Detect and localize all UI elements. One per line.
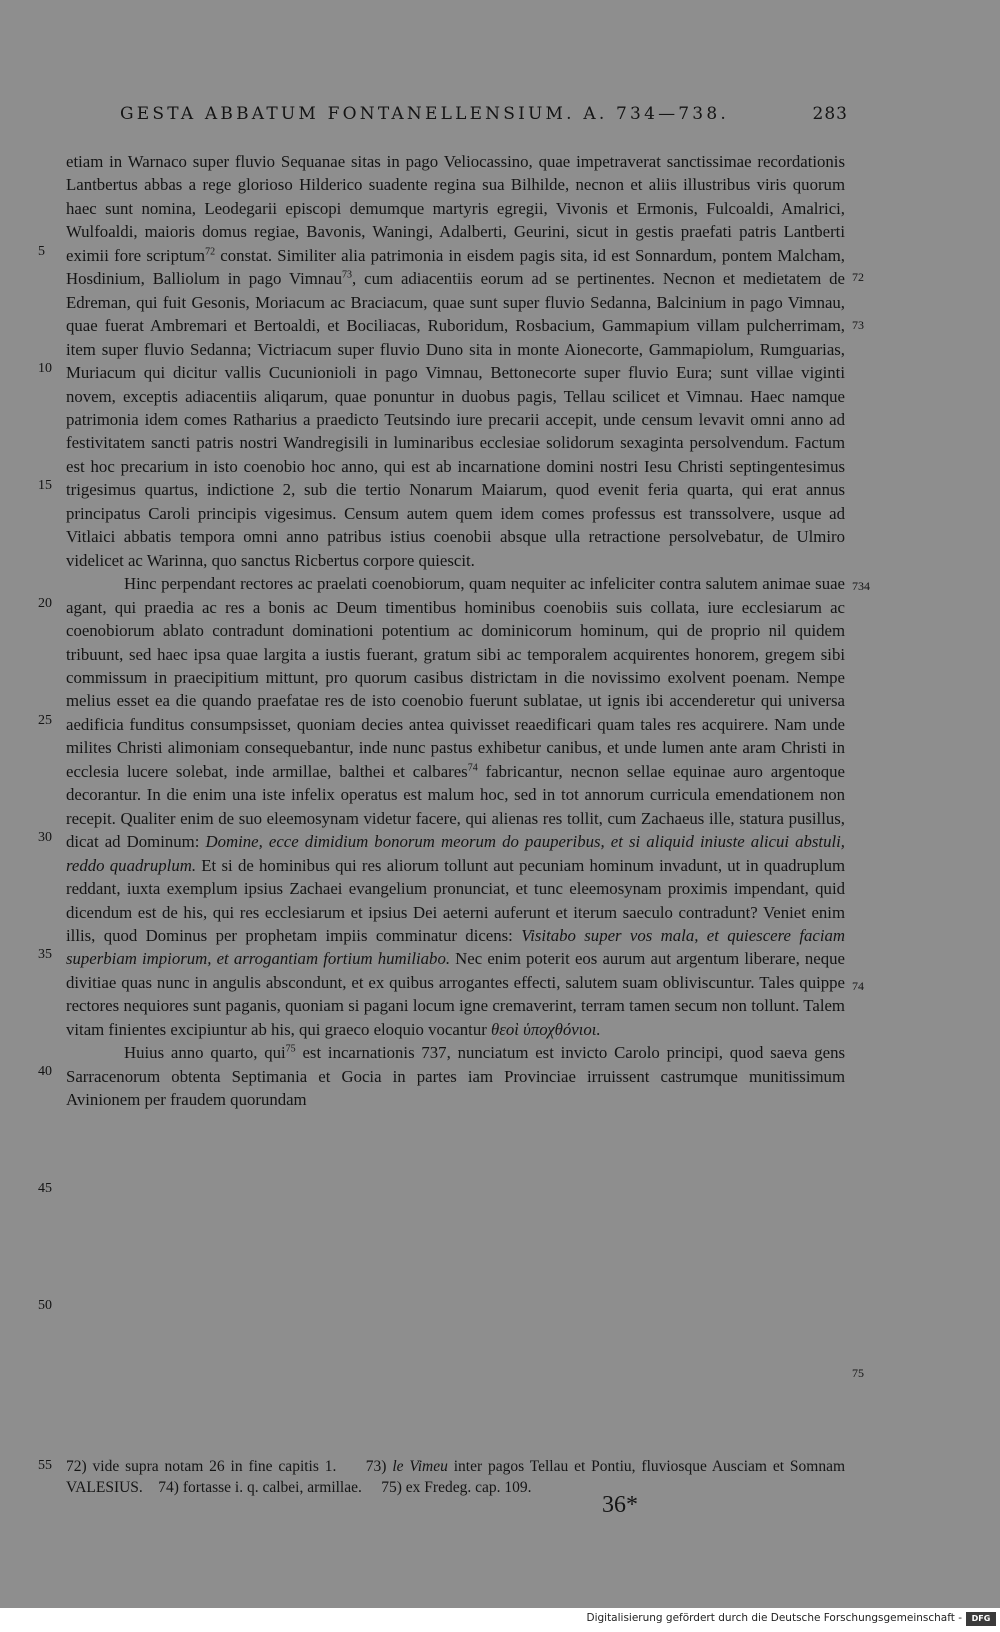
running-header bbox=[120, 104, 848, 124]
line-number: 40 bbox=[38, 1064, 52, 1079]
margin-note: 734 bbox=[852, 579, 870, 593]
text-run: fabricantur, necnon sellae equinae auro argentoque decorantur. In die enim una iste infelix operatus est malum hoc, sed in tot annorum curricula emendationem non recepit. Qualiter enim de suo eleemosynam videtur facere, qui alienas res tollit, cum Zachaeus ille, statura pusillus, dicat ad Dominum: bbox=[66, 761, 845, 852]
signature-mark: 36* bbox=[602, 1492, 638, 1518]
line-number: 45 bbox=[38, 1181, 52, 1196]
text-run: inter pagos Tellau et Pontiu, fluviosque Ausciam et Somnam VALESIUS. bbox=[66, 1458, 846, 1496]
footnotes bbox=[66, 1456, 845, 1498]
dfg-notice[interactable]: Digitalisierung gefördert durch die Deutsche Forschungsgemeinschaft - bbox=[586, 1612, 962, 1624]
footnote-ref-74[interactable]: 74 bbox=[467, 762, 478, 774]
footnote-74: 74) fortasse i. q. calbei, armillae. bbox=[158, 1479, 362, 1496]
text-run: Hinc perpendant rectores ac praelati coenobiorum, quam nequiter ac infeliciter contra salutem animae suae agant, qui praedia ac res a bonis ac Deum timentibus hominibus coenobiis suis collata, iure ecclesiarum ac coenobiorum ablato contradunt dominationi potentium ac dominicorum hominum, qui de proprio nil quidem tribuunt, sed haec ipsa quae largita a iustis fuerant, gratum sibi ac temporalem acquirentes honorem, gregem sibi commissum in praecipitium mittunt, pro quorum casibus districtam in die novissimo exolvent poenam. Nempe melius esset ea die quando praefatae res de isto coenobio fuerunt sublatae, ut ignis ibi accenderetur qui universa aedificia funditus consumpsisset, quoniam decies antea quivisset reaedificari quam tales res acquirere. Nam unde milites Christi alimoniam consequebantur, inde nunc pastus exhibetur canibus, et unde lumen ante aram Christi in ecclesia lucere solebat, inde armillae, balthei et calbares bbox=[66, 574, 845, 781]
greek-phrase: θεοὶ ὑποχθόνιοι. bbox=[491, 1019, 601, 1039]
scripture-quote: Domine, ecce dimidium bonorum meorum do pauperibus, et si aliquid iniuste alicui abstuli, reddo quadruplum. bbox=[66, 832, 846, 875]
line-number: 15 bbox=[38, 478, 52, 493]
line-number: 10 bbox=[38, 361, 52, 376]
footnote-ref-75[interactable]: 75 bbox=[285, 1043, 296, 1055]
footnote-72: 72) vide supra notam 26 in fine capitis 1. bbox=[66, 1458, 337, 1475]
line-number: 5 bbox=[38, 244, 45, 259]
text-run: Et si de hominibus qui res aliorum tollunt aut pecuniam hominum invadunt, ut in quadruplum reddant, iuxta exemplum ipsius Zachaei evangelium pronunciat, et tunc eleemosynam proximis impendant, quid dicendum est de his, qui res ecclesiarum et ipsius Dei aeterni auferunt et iterum saeculo contradunt? Veniet enim illis, quod Dominus per prophetam impiis comminatur dicens: bbox=[66, 855, 846, 945]
margin-note: 75 bbox=[852, 1366, 864, 1380]
margin-note: 74 bbox=[852, 979, 864, 993]
line-number: 30 bbox=[38, 830, 52, 845]
scripture-quote: Visitabo super vos mala, et quiescere faciam superbiam impiorum, et arrogantiam fortium humiliabo. bbox=[66, 925, 845, 969]
margin-note: 72 bbox=[852, 270, 864, 284]
line-number: 50 bbox=[38, 1298, 52, 1313]
footnote-ref-73[interactable]: 73 bbox=[342, 269, 353, 281]
text-run: Nec enim poterit eos aurum aut argentum liberare, neque divitiae quas nunc in angulis abscondunt, et ex quibus arrogantes effecti, salutem suam obliviscuntur. Tales quippe rectores nequiores sunt paganis, quoniam si pagani locum igne cremaverint, terram tamen secum non tollunt. Talem vitam finientes excipiuntur ab his, qui graeco eloquio vocantur bbox=[66, 949, 845, 1039]
line-number: 25 bbox=[38, 713, 52, 728]
main-text bbox=[66, 150, 845, 1112]
text-run: etiam in Warnaco super fluvio Sequanae sitas in pago Veliocassino, quae impetraverat sanctissimae recordationis Lantbertus abbas a rege glorioso Hilderico suadente regina sua Bilhilde, necnon et aliis illustribus viris quorum haec sunt nomina, Leodegarii episcopi demumque martyris egregii, Vivonis et Ermonis, Fulcoaldi, Amalrici, Wulfoaldi, maioris domus regiae, Bavonis, Waningi, Adalberti, Geurini, sicut in gestis praefati patris Lantberti eximii fore scriptum bbox=[66, 152, 845, 265]
line-number: 35 bbox=[38, 947, 52, 962]
line-number: 20 bbox=[38, 596, 52, 611]
footnote-75: 75) ex Fredeg. cap. 109. bbox=[381, 1479, 532, 1496]
dfg-footer-bar bbox=[0, 1608, 1000, 1632]
line-number: 55 bbox=[38, 1458, 52, 1473]
text-run: Huius anno quarto, qui bbox=[124, 1043, 286, 1063]
page-number: 283 bbox=[812, 104, 848, 124]
text-run: le Vimeu bbox=[392, 1458, 448, 1475]
text-run: est incarnationis 737, nunciatum est invicto Carolo principi, quod saeva gens Sarracenorum obtenta Septimania et Gocia in partes iam Provinciae irruissent castrumque munitissimum Avinionem per fraudem quorundam bbox=[66, 1043, 845, 1110]
text-run: , cum adiacentiis eorum ad se pertinentes. Necnon et medietatem de Edreman, qui fuit Gesonis, Moriacum ac Braciacum, quae sunt super fluvio Sedanna, Balcinium in pago Vimnau, quae fuerat Ambremari et Bertoaldi, et Bociliacas, Ruboridum, Rosbacium, Gammapium villam pulcherrimam, item super fluvio Sedanna; Victriacum super fluvio Duno sita in monte Aionecorte, Gammapiolum, Rumguarias, Muriacum qui dicitur vallis Cucunionioli in pago Vimnau, Bettonecorte super fluvio Eura; sunt villae viginti novem, exceptis adiacentiis aliqarum, quae ponuntur in duobus pagis, Tellau scilicet et Vimnau. Haec namque patrimonia idem comes Ratharius a praedicto Teutsindo iure precarii accepit, unde censum levavit omni anno ad festivitatem sancti patris nostri Wandregisili in luminaribus ecclesiae solidorum sexaginta persolvendum. Factum est hoc precarium in isto coenobio hoc anno, qui est ab incarnatione domini nostri Iesu Christi septingentesimus trigesimus quartus, indictione 2, sub die tertio Nonarum Maiarum, quod evenit feria quarta, qui erat annus principatus Caroli principis vigesimus. Censum autem quem idem comes professus est transsolvere, usque ad Vitlaici abbatis tempora omni anno patribus istius coenobii absque ulla retractione persolvebatur, de Ulmiro videlicet ac Warinna, quo sanctus Ricbertus corpore quiescit. bbox=[66, 269, 846, 570]
footnote-block bbox=[66, 1456, 845, 1498]
margin-note: 73 bbox=[852, 318, 864, 332]
text-run: 73) bbox=[365, 1458, 393, 1475]
running-title: GESTA ABBATUM FONTANELLENSIUM. A. 734—738. bbox=[120, 104, 729, 124]
paragraph-1 bbox=[66, 150, 845, 572]
dfg-logo-icon[interactable]: DFG bbox=[966, 1612, 996, 1626]
paragraph-2 bbox=[66, 572, 845, 1041]
text-run: constat. Similiter alia patrimonia in eisdem pagis sita, id est Sonnardum, pontem Malcham, Hosdinium, Balliolum in pago Vimnau bbox=[66, 245, 845, 289]
footnote-ref-72[interactable]: 72 bbox=[205, 246, 216, 258]
paragraph-3 bbox=[66, 1041, 845, 1111]
